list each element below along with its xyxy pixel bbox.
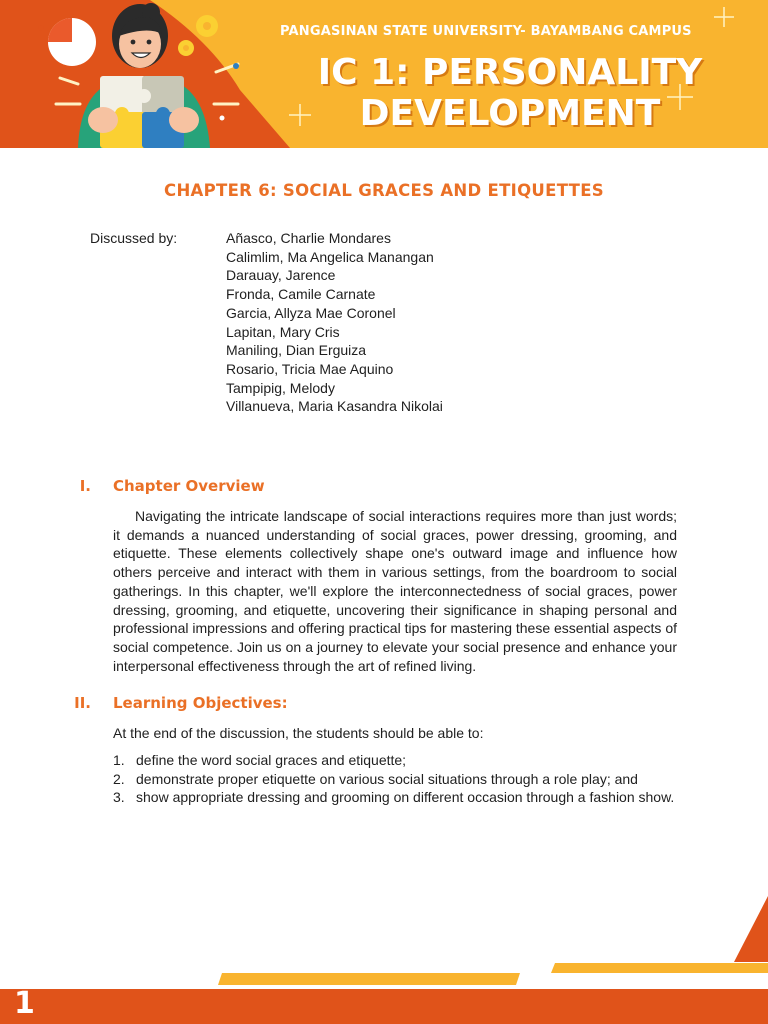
presenter-name: Maniling, Dian Erguiza: [226, 342, 367, 359]
objective-text: show appropriate dressing and grooming on different occasion through a fashion show.: [136, 789, 675, 806]
footer-stripe: [218, 973, 520, 985]
presenter-name: Lapitan, Mary Cris: [226, 323, 340, 340]
objective-text: demonstrate proper etiquette on various social situations through a role play; and: [136, 770, 638, 787]
presenter-name: Villanueva, Maria Kasandra Nikolai: [226, 398, 443, 415]
presenter-name: Fronda, Camile Carnate: [226, 286, 376, 303]
page-number: 1: [14, 986, 35, 1021]
overview-paragraph: Navigating the intricate landscape of social interactions requires more than just words; it demands a nuanced understanding of social graces, power dressing, grooming, and etiquette. These elements collectively shape one's outward image and influence how others perceive and interact with them in various settings, from the boardroom to social gatherings. In this chapter, we'll explore the interconnectedness of social graces, power dressing, grooming, and etiquette, uncovering their significance in shaping personal and professional impressions and offering practical tips for mastering these essential aspects of social competence. Join us on a journey to elevate your social presence and enhance your interpersonal effectiveness through the art of refined living.: [113, 508, 677, 674]
objective-text: define the word social graces and etiquette;: [136, 752, 407, 768]
presenter-name: Garcia, Allyza Mae Coronel: [226, 304, 396, 321]
course-title-line-1: IC 1: PERSONALITY: [317, 52, 703, 93]
pie-chart-icon: [48, 18, 96, 66]
presenter-name: Tampipig, Melody: [226, 379, 335, 396]
objective-item: [113, 788, 713, 807]
presenter-list: [226, 229, 443, 416]
footer-decoration: [0, 890, 768, 1024]
presenter-name: Darauay, Jarence: [226, 267, 336, 284]
footer-bar: [0, 989, 768, 1024]
discussed-by-label: Discussed by:: [90, 230, 178, 246]
objectives-list: [113, 751, 713, 807]
campus-name: PANGASINAN STATE UNIVERSITY- BAYAMBANG CAMPUS: [280, 24, 692, 39]
header-banner: [0, 0, 768, 148]
objective-number: 2.: [113, 770, 125, 787]
objective-number: 3.: [113, 789, 125, 806]
objective-number: 1.: [113, 752, 125, 768]
section-title: Learning Objectives:: [113, 694, 288, 712]
section-number: II.: [74, 694, 91, 712]
course-title: [300, 52, 720, 134]
presenter-name: Rosario, Tricia Mae Aquino: [226, 360, 394, 377]
section-number: I.: [79, 477, 91, 495]
chapter-title: CHAPTER 6: SOCIAL GRACES AND ETIQUETTES: [164, 181, 604, 200]
objective-item: [113, 751, 713, 770]
section-title: Chapter Overview: [113, 477, 265, 495]
presenter-name: Calimlim, Ma Angelica Manangan: [226, 248, 434, 265]
presenter-name: Añasco, Charlie Mondares: [226, 230, 391, 246]
objective-item: [113, 770, 713, 789]
course-title-line-2: DEVELOPMENT: [359, 93, 661, 134]
objectives-intro: At the end of the discussion, the students should be able to:: [113, 725, 484, 741]
footer-triangle: [734, 896, 768, 962]
footer-stripe: [551, 963, 768, 973]
